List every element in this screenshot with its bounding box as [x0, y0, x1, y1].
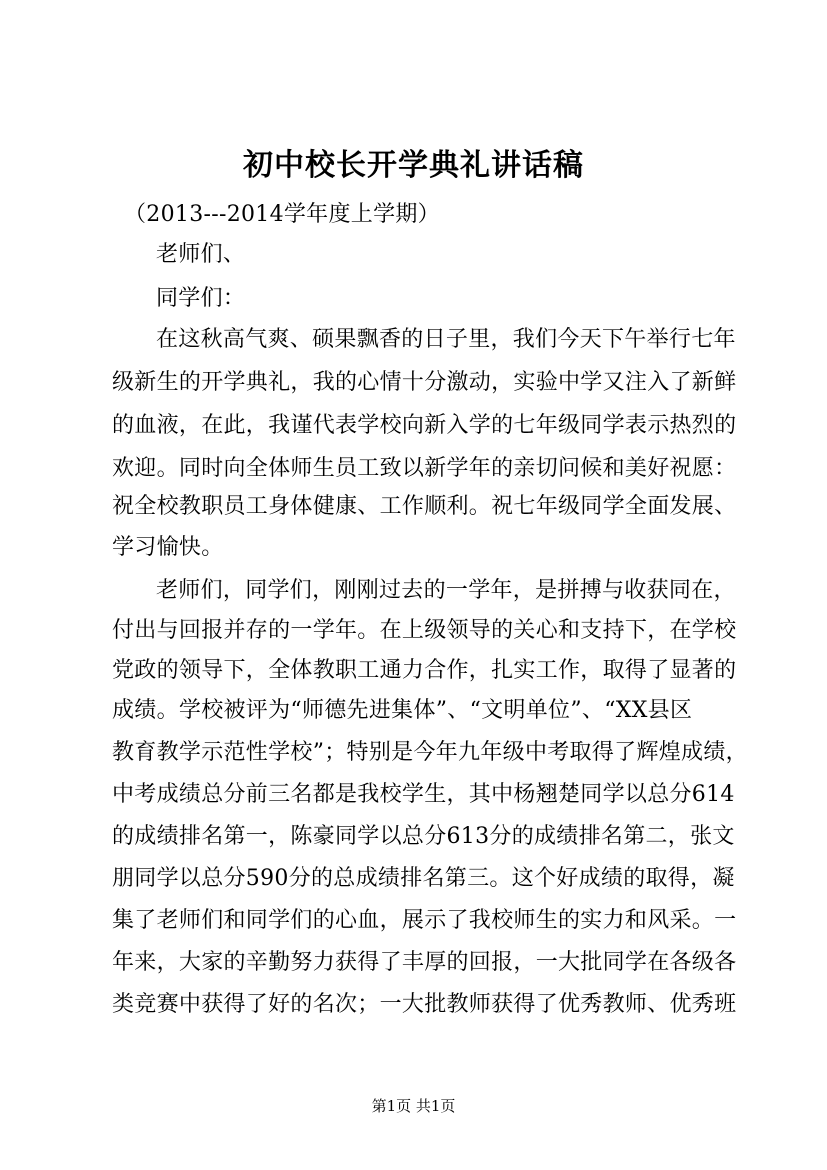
salutation-students: 同学们： [156, 286, 246, 311]
paragraph-line: 类竞赛中获得了好的名次；一大批教师获得了优秀教师、优秀班 [112, 992, 737, 1017]
document-title: 初中校长开学典礼讲话稿 [243, 148, 584, 183]
paragraph-line: 年来，大家的辛勤努力获得了丰厚的回报，一大批同学在各级各 [112, 950, 737, 975]
paragraph-line: 欢迎。同时向全体师生员工致以新学年的亲切问候和美好祝愿： [112, 456, 737, 481]
paragraph-line: 的成绩排名第一，陈豪同学以总分613分的成绩排名第二，张文 [112, 824, 735, 849]
paragraph-line: 教育教学示范性学校”；特别是今年九年级中考取得了辉煌成绩， [112, 740, 748, 765]
paragraph-line: 中考成绩总分前三名都是我校学生，其中杨翘楚同学以总分614 [112, 782, 735, 807]
paragraph-line: 集了老师们和同学们的心血，展示了我校师生的实力和风采。一 [112, 908, 737, 933]
page-number-footer: 第1页 共1页 [371, 1097, 456, 1115]
paragraph-line: 党政的领导下，全体教职工通力合作，扎实工作，取得了显著的 [112, 658, 737, 683]
paragraph-line: 成绩。学校被评为“师德先进集体”、“文明单位”、“XX县区 [112, 698, 693, 723]
paragraph-line: 朋同学以总分590分的总成绩排名第三。这个好成绩的取得，凝 [112, 866, 735, 891]
salutation-teachers: 老师们、 [156, 242, 246, 267]
paragraph-line: 学习愉快。 [112, 535, 224, 560]
paragraph-line: 在这秋高气爽、硕果飘香的日子里，我们今天下午举行七年 [156, 327, 736, 352]
paragraph-line: 祝全校教职员工身体健康、工作顺利。祝七年级同学全面发展、 [112, 494, 737, 519]
paragraph-line: 付出与回报并存的一学年。在上级领导的关心和支持下，在学校 [112, 618, 737, 643]
paragraph-line: 老师们，同学们，刚刚过去的一学年，是拼搏与收获同在， [156, 578, 736, 603]
paragraph-line: 级新生的开学典礼，我的心情十分激动，实验中学又注入了新鲜 [112, 370, 737, 395]
document-subtitle: （2013---2014学年度上学期） [124, 202, 440, 227]
paragraph-line: 的血液，在此，我谨代表学校向新入学的七年级同学表示热烈的 [112, 413, 737, 438]
